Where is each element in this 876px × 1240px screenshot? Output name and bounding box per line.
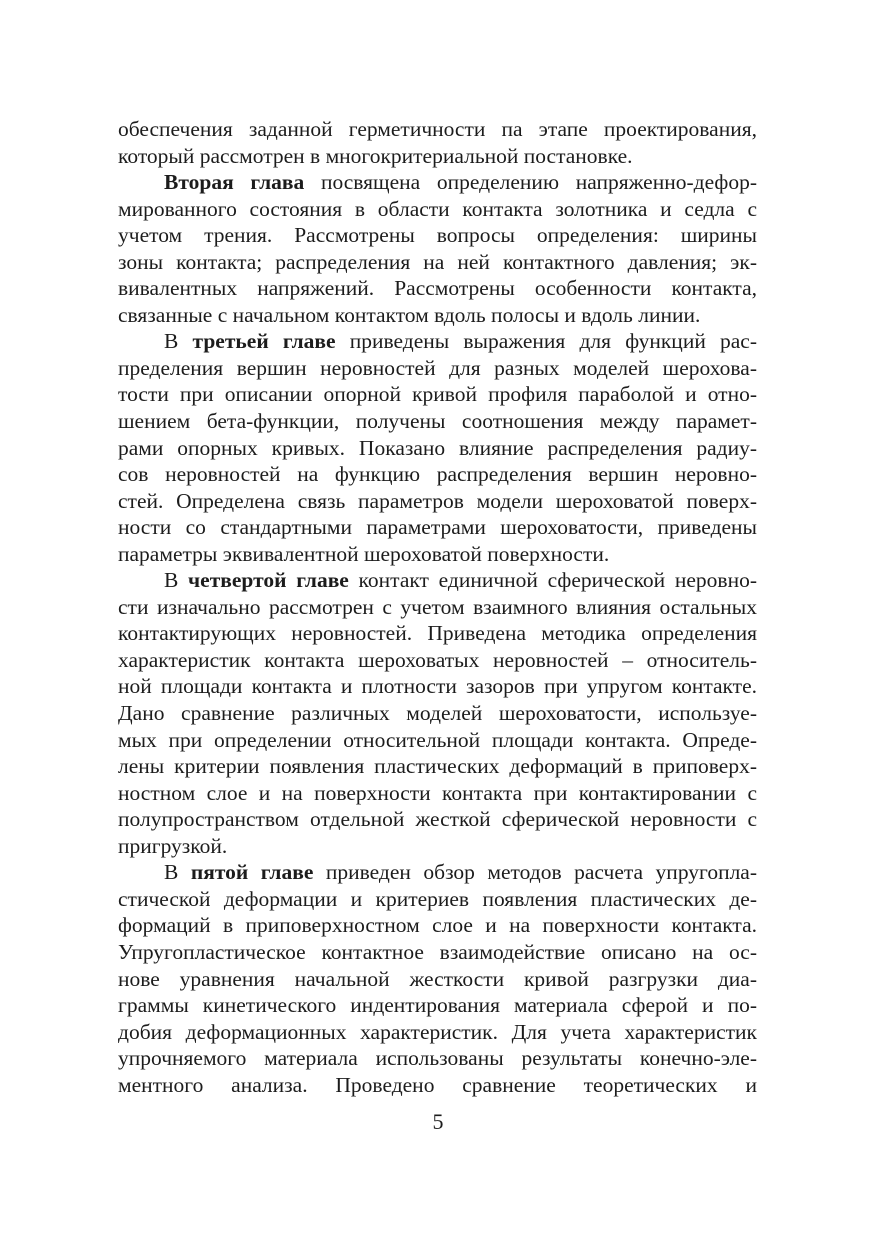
body-text: [118, 116, 757, 1098]
chapter-heading-bold: третьей главе: [192, 329, 336, 354]
page-number: 5: [432, 1109, 444, 1134]
chapter-heading-bold: пятой главе: [190, 860, 314, 885]
text-line: ности со стандартными параметрами шероховатости, приведены: [118, 515, 757, 540]
text-line: учетом трения. Рассмотрены вопросы определения: ширины: [118, 223, 757, 248]
text-line: ной площади контакта и плотности зазоров при упругом контакте.: [118, 674, 757, 699]
text-line: вивалентных напряжений. Рассмотрены особенности контакта,: [118, 276, 757, 301]
text-line: сти изначально рассмотрен с учетом взаимного влияния остальных: [118, 594, 757, 619]
text-line: мированного состояния в области контакта золотника и седла с: [118, 196, 757, 221]
text-line: тости при описании опорной кривой профиля параболой и отно-: [118, 382, 757, 407]
text-line: пригрузкой.: [118, 833, 228, 858]
text-run: приведен обзор методов расчета упругопла-: [313, 860, 758, 885]
text-line: связанные с начальном контактом вдоль полосы и вдоль линии.: [118, 302, 701, 327]
text-run: посвящена определению напряженно-дефор-: [304, 170, 757, 195]
text-line: [118, 169, 757, 196]
text-line: [118, 328, 757, 355]
text-line: Дано сравнение различных моделей шероховатости, используе-: [118, 701, 757, 726]
text-line: ностном слое и на поверхности контакта при контактировании с: [118, 780, 757, 805]
text-line: [118, 567, 757, 594]
text-line: характеристик контакта шероховатых неровностей – относитель-: [118, 647, 757, 672]
text-line: упрочняемого материала использованы результаты конечно-эле-: [118, 1046, 757, 1071]
text-line: пределения вершин неровностей для разных моделей шерохова-: [118, 355, 757, 380]
text-line: добия деформационных характеристик. Для учета характеристик: [118, 1019, 757, 1044]
text-run: В: [164, 860, 191, 885]
text-line: полупространством отдельной жесткой сферической неровности с: [118, 807, 757, 832]
text-line: лены критерии появления пластических деформаций в приповерх-: [118, 754, 757, 779]
text-line: граммы кинетического индентирования материала сферой и по-: [118, 993, 757, 1018]
text-line: параметры эквивалентной шероховатой поверхности.: [118, 541, 610, 566]
text-line: формаций в приповерхностном слое и на поверхности контакта.: [118, 913, 757, 938]
text-run: приведены выражения для функций рас-: [335, 329, 758, 354]
text-line: рами опорных кривых. Показано влияние распределения радиу-: [118, 435, 757, 460]
text-run: В: [164, 329, 193, 354]
text-line: [118, 859, 757, 886]
text-line: мых при определении относительной площади контакта. Опреде-: [118, 727, 757, 752]
text-line: зоны контакта; распределения на ней контактного давления; эк-: [118, 249, 757, 274]
text-line: шением бета-функции, получены соотношения между парамет-: [118, 409, 757, 434]
text-line: обеспечения заданной герметичности па этапе проектирования,: [118, 117, 757, 141]
text-line: который рассмотрен в многокритериальной постановке.: [118, 143, 633, 168]
text-line: стической деформации и критериев появления пластических де-: [118, 886, 757, 911]
chapter-heading-bold: Вторая глава: [164, 170, 305, 195]
text-run: контакт единичной сферической неровно-: [348, 568, 758, 593]
text-run: В: [164, 568, 189, 593]
text-line: нове уравнения начальной жесткости кривой разгрузки диа-: [118, 966, 757, 991]
text-line: Упругопластическое контактное взаимодействие описано на ос-: [118, 939, 757, 964]
text-line: контактирующих неровностей. Приведена методика определения: [118, 621, 757, 646]
chapter-heading-bold: четвертой главе: [188, 568, 349, 593]
text-line: стей. Определена связь параметров модели шероховатой поверх-: [118, 488, 757, 513]
text-line: сов неровностей на функцию распределения вершин неровно-: [118, 462, 757, 487]
text-line: ментного анализа. Проведено сравнение теоретических и: [118, 1072, 757, 1097]
